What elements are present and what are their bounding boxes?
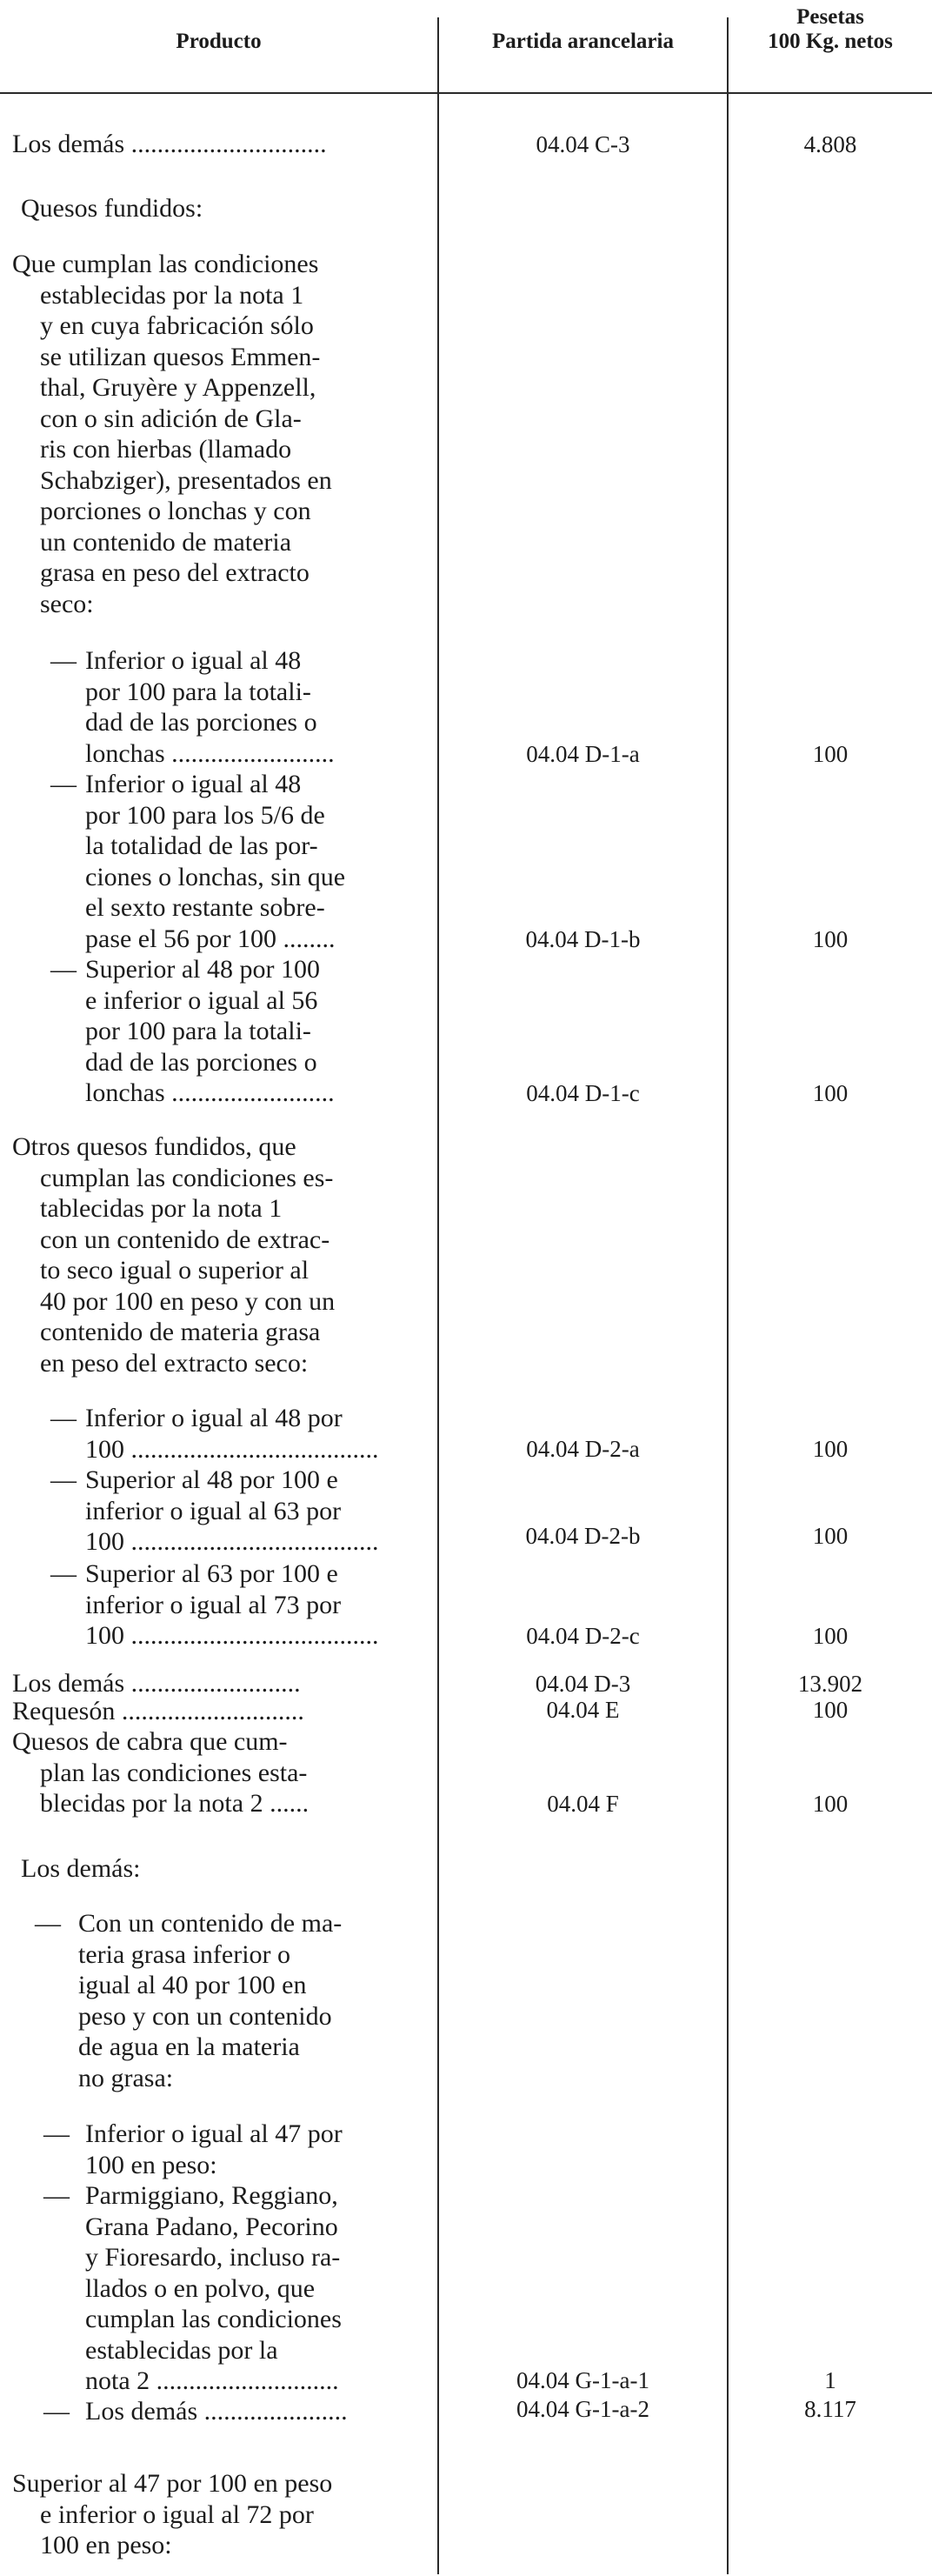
price-value: 100 [812,1080,849,1106]
product-line: cumplan las condiciones [85,2305,342,2333]
price-value: 1 [824,2367,836,2393]
price-value: 100 [812,926,849,952]
price-value: 100 [812,1436,849,1462]
price-value: 100 [812,741,849,767]
product-line: se utilizan quesos Emmen- [40,342,321,371]
product-line: dad de las porciones o [85,708,317,737]
product-line: el sexto restante sobre- [85,893,325,922]
dash-marker: — [50,646,77,675]
product-line: peso y con un contenido [78,2001,332,2031]
product-line: Requesón ............................ [12,1697,304,1725]
tariff-code: 04.04 E [546,1697,620,1723]
dash-marker: — [50,1559,77,1588]
product-line: la totalidad de las por- [85,831,318,860]
product-line: to seco igual o superior al [40,1256,310,1285]
product-line: Los demás ...................... [85,2397,348,2426]
product-line: grasa en peso del extracto [40,558,310,587]
product-line: Los demás .......................... [12,1669,301,1698]
product-line: establecidas por la nota 1 [40,280,304,310]
product-line: llados o en polvo, que [85,2273,316,2303]
product-line: 100 ...................................... [85,1527,379,1556]
product-line: Los demás .............................. [12,130,327,158]
product-line: porciones o lonchas y con [40,497,311,525]
dash-marker: — [50,1465,77,1494]
section-heading: Los demás: [21,1854,141,1883]
price-value: 100 [812,1523,849,1549]
product-line: 100 ...................................... [85,1621,379,1650]
product-line: 100 en peso: [40,2531,172,2559]
product-line: nota 2 ............................ [85,2366,339,2395]
product-line: cumplan las condiciones es- [40,1163,334,1192]
product-line: Schabziger), presentados en [40,465,332,495]
product-line: no grasa: [78,2063,174,2092]
product-line: y en cuya fabricación sólo [40,311,314,340]
product-line: lonchas ......................... [85,1078,335,1107]
product-line: un contenido de materia [40,527,292,557]
header-unit: 100 Kg. netos [768,30,893,53]
product-line: Inferior o igual al 48 [85,770,302,798]
product-line: ris con hierbas (llamado [40,435,292,464]
tariff-code: 04.04 D-2-a [526,1436,640,1462]
tariff-code: 04.04 D-2-c [526,1623,640,1649]
product-line: establecidas por la [85,2335,278,2365]
price-value: 4.808 [803,131,857,157]
tariff-code: 04.04 D-1-a [526,741,640,767]
product-line: pase el 56 por 100 ........ [85,924,336,953]
product-line: e inferior o igual al 72 por [40,2499,314,2529]
product-line: inferior o igual al 73 por [85,1590,342,1619]
product-line: Que cumplan las condiciones [12,250,319,278]
header-producto: Producto [176,30,262,53]
product-line: plan las condiciones esta- [40,1758,308,1787]
product-line: Superior al 47 por 100 en peso [12,2469,333,2498]
product-line: por 100 para la totali- [85,1017,311,1045]
product-line: Inferior o igual al 48 por [85,1404,343,1432]
product-line: Con un contenido de ma- [78,1909,343,1938]
section-heading: Quesos fundidos: [21,194,203,223]
product-line: ciones o lonchas, sin que [85,862,346,891]
product-line: con o sin adición de Gla- [40,404,302,433]
product-line: por 100 para los 5/6 de [85,800,325,830]
product-line: por 100 para la totali- [85,677,311,706]
product-line: e inferior o igual al 56 [85,985,318,1015]
product-line: Superior al 63 por 100 e [85,1559,338,1588]
price-value: 100 [812,1791,849,1817]
product-line: y Fioresardo, incluso ra- [85,2243,341,2272]
tariff-code: 04.04 F [547,1791,619,1817]
product-line: Quesos de cabra que cum- [12,1727,288,1756]
tariff-code: 04.04 C-3 [536,131,630,157]
product-line: Grana Padano, Pecorino [85,2212,338,2241]
header-pesetas: Pesetas [796,5,864,29]
header-rule [0,92,932,94]
product-line: Superior al 48 por 100 e [85,1465,338,1494]
tariff-code: 04.04 D-1-b [525,926,641,952]
tariff-code: 04.04 G-1-a-2 [516,2396,649,2422]
tariff-code: 04.04 D-3 [535,1671,631,1697]
price-value: 13.902 [797,1671,863,1697]
column-divider-1 [437,17,439,2574]
product-line: Inferior o igual al 48 [85,646,302,675]
product-line: seco: [40,589,94,618]
product-line: 40 por 100 en peso y con un [40,1286,336,1316]
price-value: 100 [812,1697,849,1723]
column-divider-2 [727,17,729,2574]
product-line: thal, Gruyère y Appenzell, [40,373,316,402]
product-line: teria grasa inferior o [78,1939,291,1969]
price-value: 100 [812,1623,849,1649]
product-line: 100 en peso: [85,2150,217,2179]
product-line: lonchas ......................... [85,738,335,768]
product-line: Superior al 48 por 100 [85,955,320,984]
product-line: blecidas por la nota 2 ...... [40,1789,310,1818]
product-line: contenido de materia grasa [40,1318,321,1346]
tariff-code: 04.04 G-1-a-1 [516,2367,649,2393]
product-line: Otros quesos fundidos, que [12,1132,296,1161]
header-partida-arancelaria: Partida arancelaria [492,30,674,53]
dash-marker: — [50,770,77,798]
product-line: inferior o igual al 63 por [85,1496,342,1525]
dash-marker: — [50,955,77,984]
product-line: dad de las porciones o [85,1047,317,1077]
dash-marker: — [50,1404,77,1432]
product-line: 100 ...................................... [85,1434,379,1464]
dash-marker: — [43,2181,70,2210]
dash-marker: — [35,1909,61,1938]
product-line: de agua en la materia [78,2032,300,2061]
product-line: Inferior o igual al 47 por [85,2119,343,2148]
tariff-code: 04.04 D-1-c [526,1080,640,1106]
product-line: Parmiggiano, Reggiano, [85,2181,338,2210]
product-line: con un contenido de extrac- [40,1225,330,1254]
price-value: 8.117 [804,2396,856,2422]
dash-marker: — [43,2119,70,2148]
product-line: igual al 40 por 100 en [78,1971,307,1999]
dash-marker: — [43,2397,70,2426]
product-line: en peso del extracto seco: [40,1348,309,1378]
product-line: tablecidas por la nota 1 [40,1194,283,1223]
tariff-code: 04.04 D-2-b [525,1523,641,1549]
